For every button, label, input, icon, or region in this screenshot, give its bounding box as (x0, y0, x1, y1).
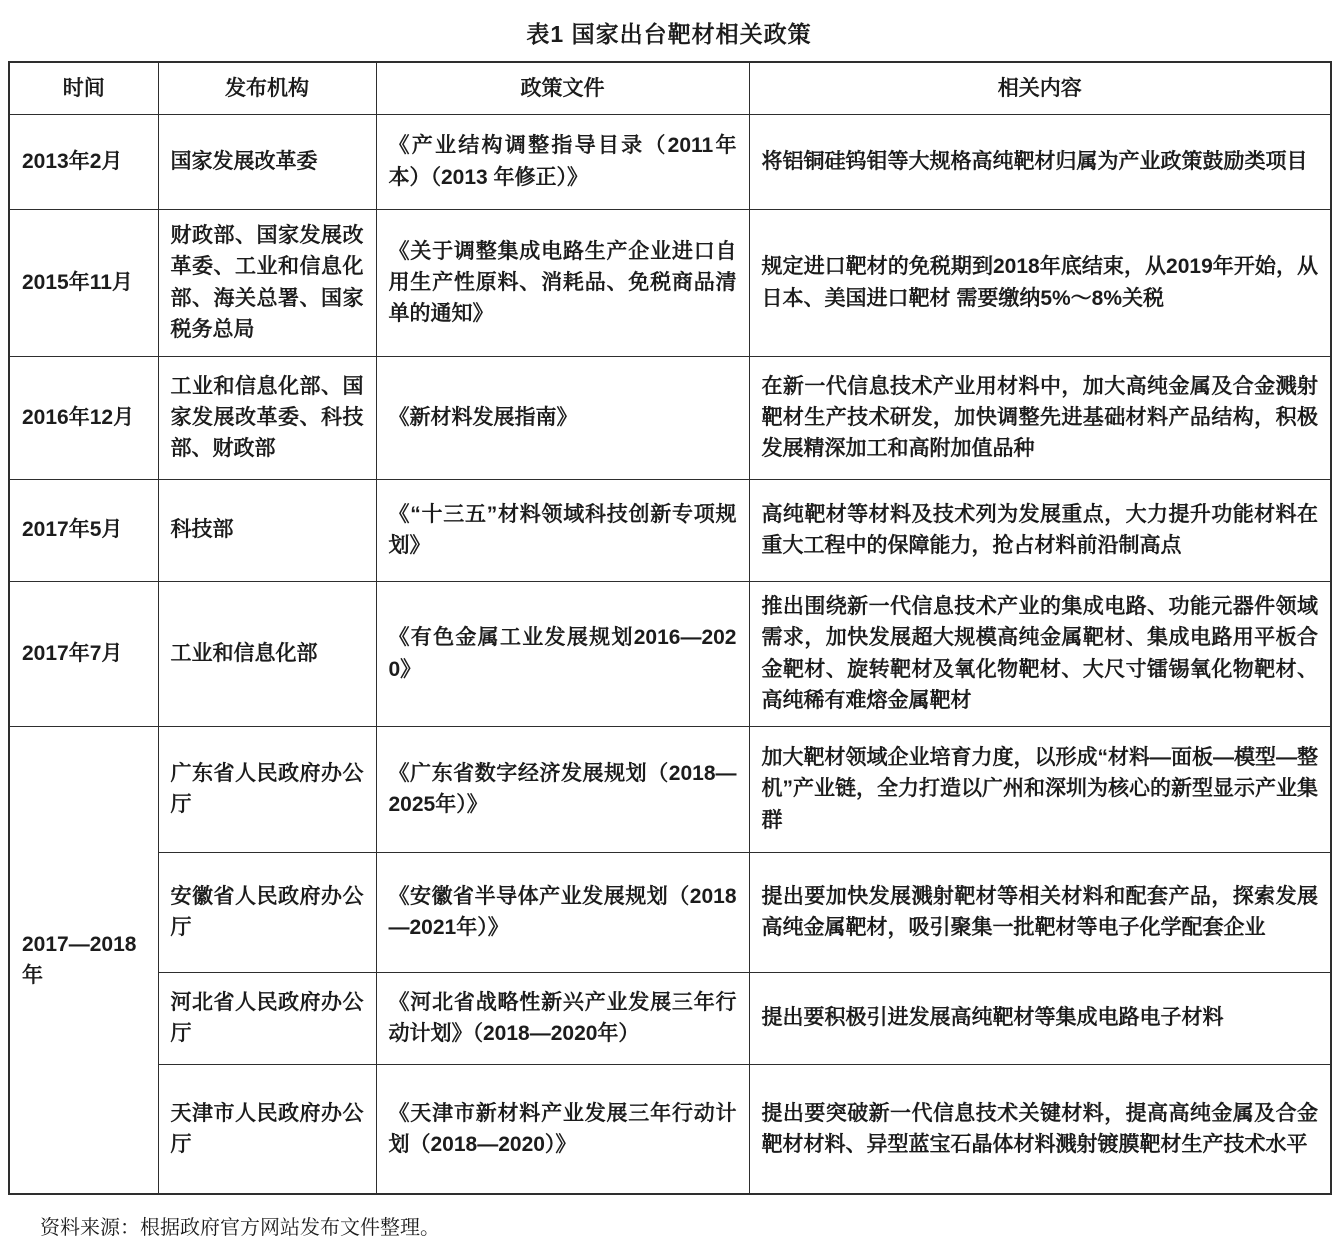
cell-policy: 《有色金属工业发展规划2016—2020》 (376, 581, 749, 726)
cell-policy: 《关于调整集成电路生产企业进口自用生产性原料、消耗品、免税商品清单的通知》 (376, 209, 749, 356)
header-time: 时间 (9, 62, 158, 114)
cell-agency: 广东省人民政府办公厅 (158, 726, 376, 852)
cell-agency: 工业和信息化部、国家发展改革委、科技部、财政部 (158, 356, 376, 479)
cell-policy: 《新材料发展指南》 (376, 356, 749, 479)
cell-content: 规定进口靶材的免税期到2018年底结束，从2019年开始，从日本、美国进口靶材 需要缴纳5%～8%关税 (749, 209, 1331, 356)
cell-agency: 科技部 (158, 479, 376, 581)
table-row (9, 209, 1331, 356)
cell-time: 2015年11月 (9, 209, 158, 356)
table-title: 表1 国家出台靶材相关政策 (526, 21, 812, 47)
policy-table (8, 61, 1332, 1195)
cell-policy: 《天津市新材料产业发展三年行动计划（2018—2020）》 (376, 1064, 749, 1194)
source-note: 资料来源：根据政府官方网站发布文件整理。 (40, 1217, 440, 1239)
header-agency: 发布机构 (158, 62, 376, 114)
cell-agency: 河北省人民政府办公厅 (158, 972, 376, 1064)
cell-content: 推出围绕新一代信息技术产业的集成电路、功能元器件领域需求，加快发展超大规模高纯金属靶材、集成电路用平板合金靶材、旋转靶材及氧化物靶材、大尺寸镭锡氧化物靶材、高纯稀有难熔金属靶材 (749, 581, 1331, 726)
table-row (9, 1064, 1331, 1194)
table-row (9, 479, 1331, 581)
cell-agency: 安徽省人民政府办公厅 (158, 852, 376, 972)
cell-content: 提出要积极引进发展高纯靶材等集成电路电子材料 (749, 972, 1331, 1064)
header-policy: 政策文件 (376, 62, 749, 114)
cell-agency: 财政部、国家发展改革委、工业和信息化部、海关总署、国家税务总局 (158, 209, 376, 356)
cell-policy: 《安徽省半导体产业发展规划（2018—2021年）》 (376, 852, 749, 972)
table-row (9, 852, 1331, 972)
cell-agency: 国家发展改革委 (158, 114, 376, 209)
cell-content: 加大靶材领域企业培育力度，以形成“材料—面板—模型—整机”产业链，全力打造以广州和深圳为核心的新型显示产业集群 (749, 726, 1331, 852)
table-row (9, 726, 1331, 852)
table-row (9, 114, 1331, 209)
cell-content: 提出要突破新一代信息技术关键材料，提高高纯金属及合金靶材材料、异型蓝宝石晶体材料溅射镀膜靶材生产技术水平 (749, 1064, 1331, 1194)
table-row (9, 581, 1331, 726)
table-row (9, 356, 1331, 479)
cell-content: 将铝铜硅钨钼等大规格高纯靶材归属为产业政策鼓励类项目 (749, 114, 1331, 209)
cell-policy: 《广东省数字经济发展规划（2018—2025年）》 (376, 726, 749, 852)
cell-time: 2017年5月 (9, 479, 158, 581)
cell-time: 2013年2月 (9, 114, 158, 209)
cell-content: 在新一代信息技术产业用材料中，加大高纯金属及合金溅射靶材生产技术研发，加快调整先进基础材料产品结构，积极发展精深加工和高附加值品种 (749, 356, 1331, 479)
cell-content: 提出要加快发展溅射靶材等相关材料和配套产品，探索发展高纯金属靶材，吸引聚集一批靶材等电子化学配套企业 (749, 852, 1331, 972)
cell-agency: 天津市人民政府办公厅 (158, 1064, 376, 1194)
cell-content: 高纯靶材等材料及技术列为发展重点，大力提升功能材料在重大工程中的保障能力，抢占材料前沿制高点 (749, 479, 1331, 581)
table-row (9, 972, 1331, 1064)
cell-time: 2017年7月 (9, 581, 158, 726)
cell-time: 2016年12月 (9, 356, 158, 479)
cell-agency: 工业和信息化部 (158, 581, 376, 726)
cell-policy: 《河北省战略性新兴产业发展三年行动计划》（2018—2020年） (376, 972, 749, 1064)
cell-policy: 《“十三五”材料领域科技创新专项规划》 (376, 479, 749, 581)
cell-time-grouped: 2017—2018年 (9, 726, 158, 1194)
header-row (9, 62, 1331, 114)
header-content: 相关内容 (749, 62, 1331, 114)
cell-policy: 《产业结构调整指导目录（2011年本）（2013 年修正）》 (376, 114, 749, 209)
